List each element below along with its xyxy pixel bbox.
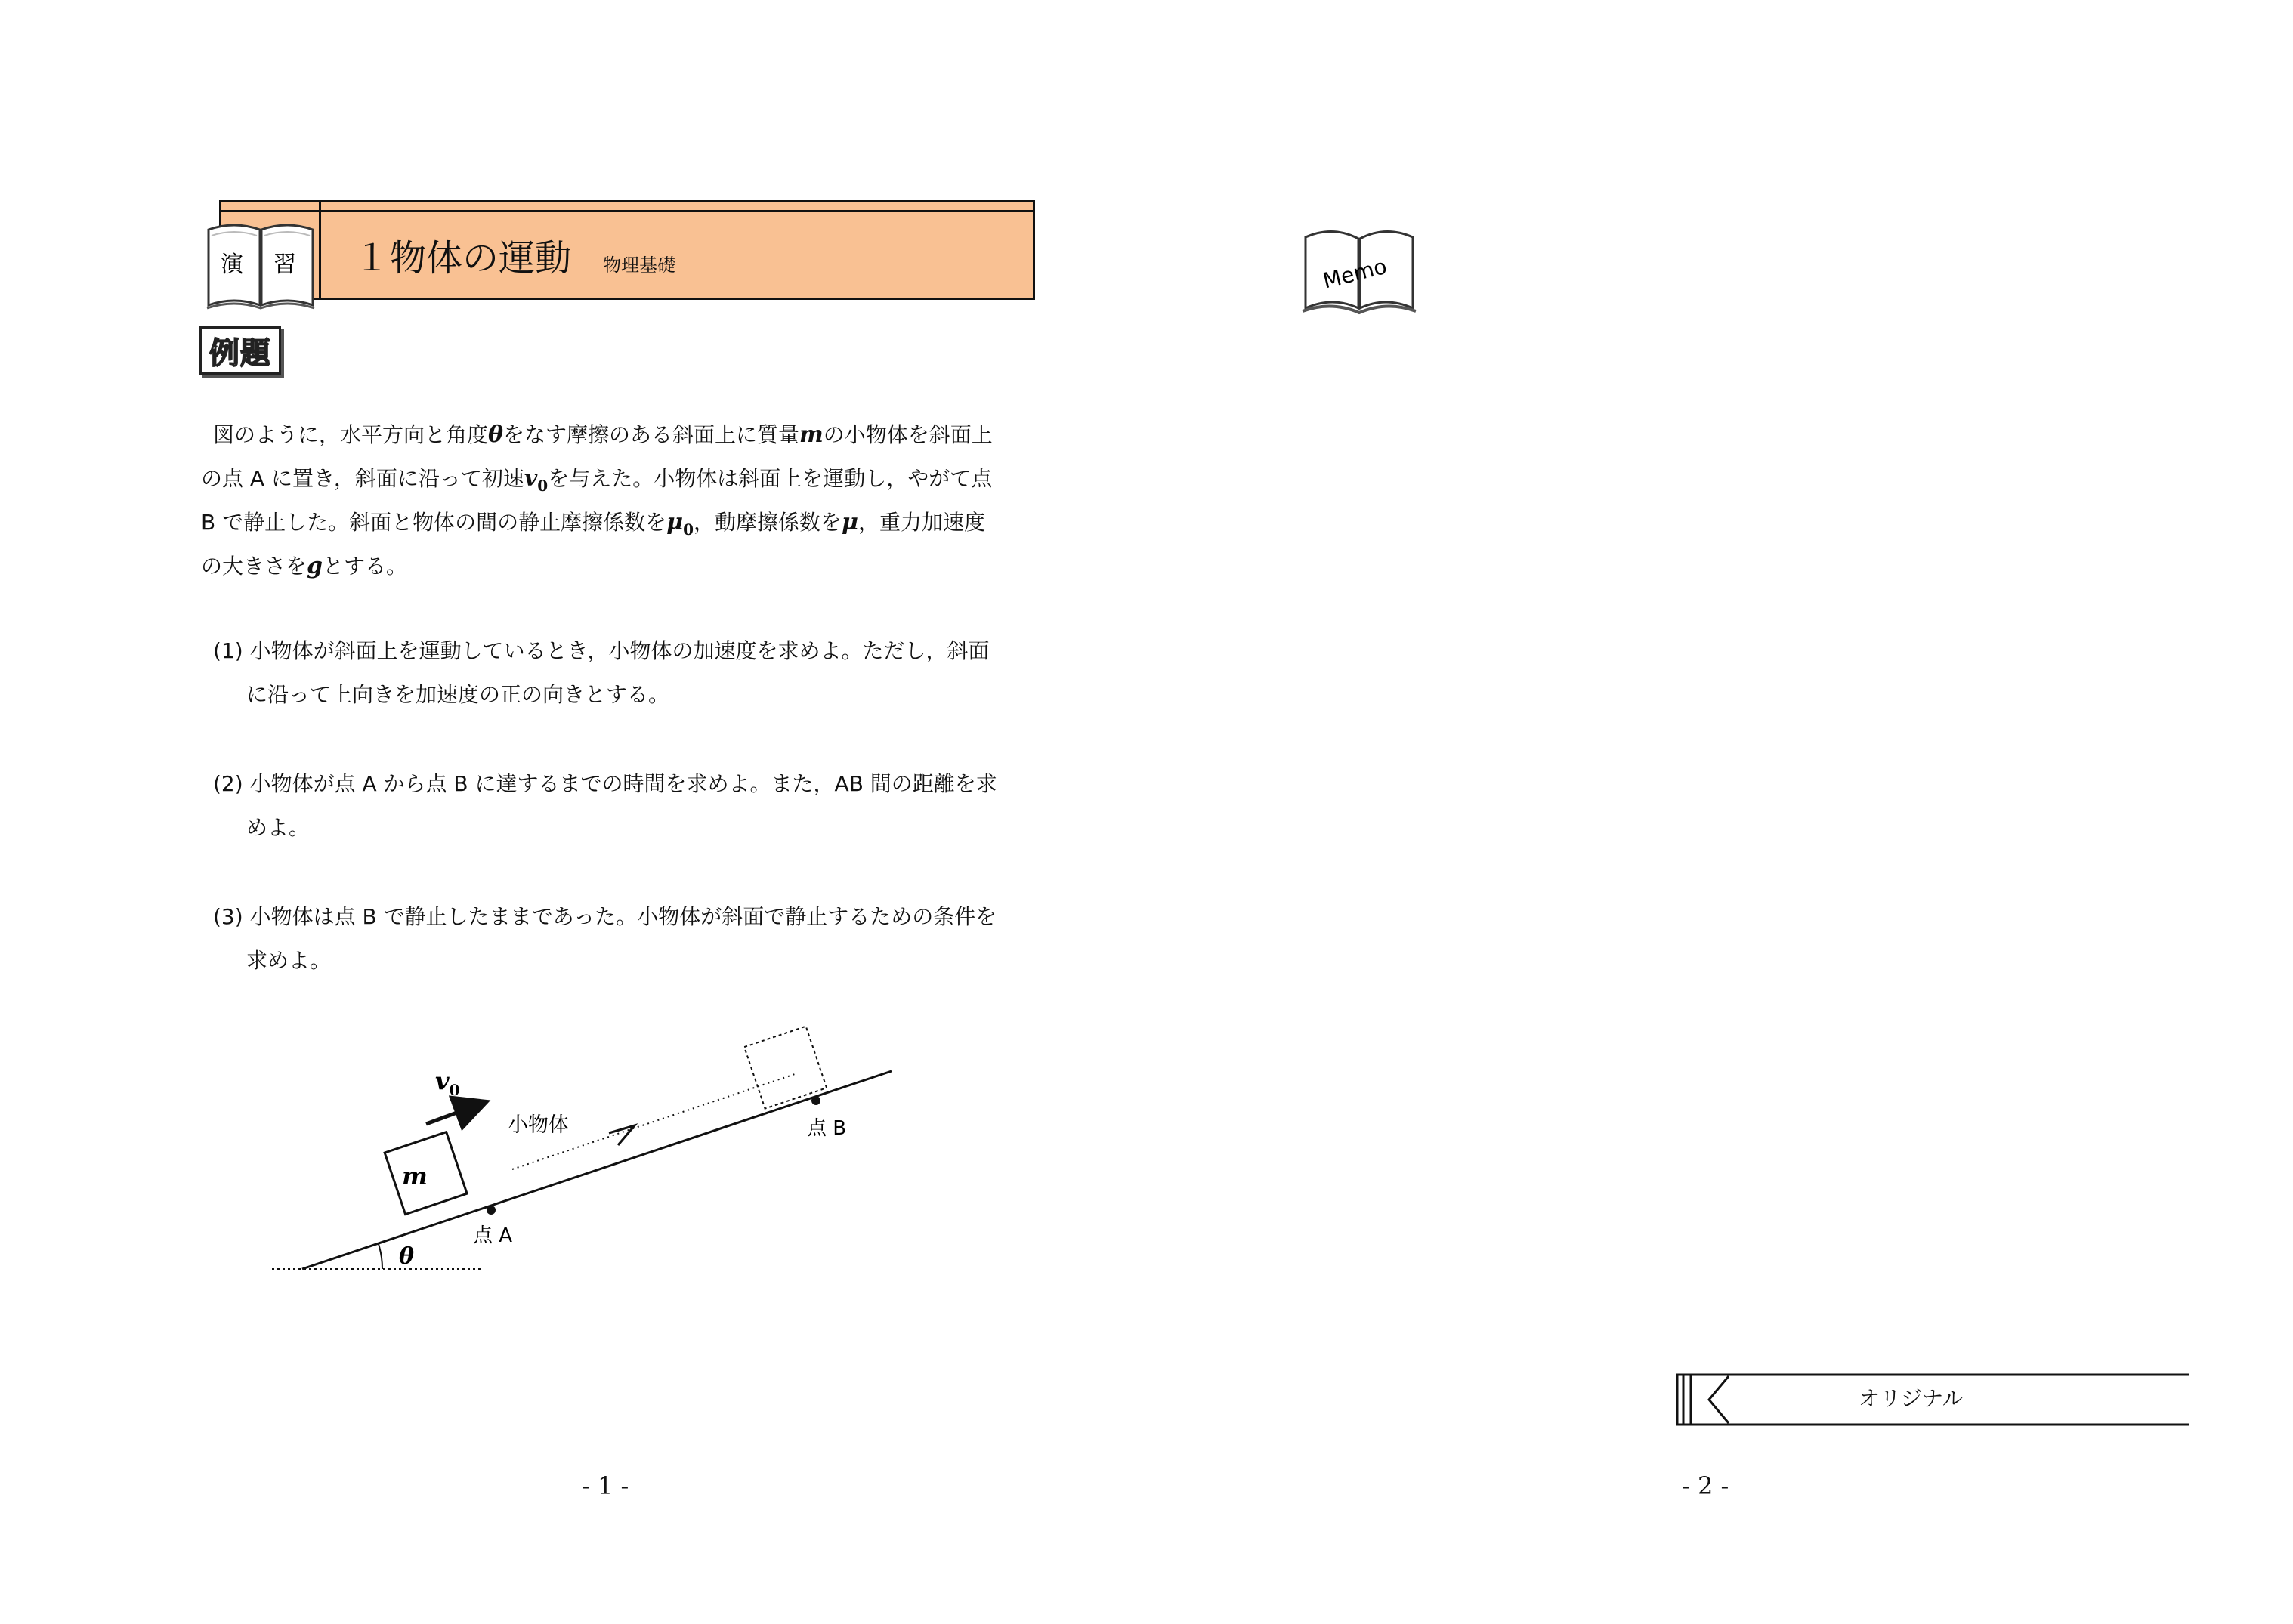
question-1-continued: に沿って上向きを加速度の正の向きとする。 bbox=[246, 682, 670, 707]
symbol-mu0: $\mu_0$ bbox=[666, 509, 694, 539]
question-2 bbox=[213, 769, 997, 799]
question-text: 小物体が点 A から点 B に達するまでの時間を求めよ。また，AB 間の距離を求 bbox=[249, 771, 997, 796]
memo-book-icon bbox=[1299, 219, 1420, 317]
symbol-m: m bbox=[799, 421, 824, 448]
symbol-mu: μ bbox=[842, 509, 858, 536]
problem-text: ，動摩擦係数を bbox=[694, 510, 842, 535]
problem-line-3 bbox=[201, 508, 985, 545]
example-label: 例題 bbox=[199, 326, 281, 375]
problem-text: の点 A に置き，斜面に沿って初速 bbox=[201, 466, 524, 491]
memo-label: Memo bbox=[1320, 253, 1389, 294]
question-3 bbox=[213, 902, 997, 932]
section-header-band bbox=[219, 200, 1035, 300]
angle-arc bbox=[379, 1244, 382, 1269]
point-b-dot bbox=[811, 1096, 820, 1105]
problem-text: の大きさを bbox=[201, 554, 307, 579]
page-number-right: - 2 - bbox=[1682, 1471, 1729, 1500]
object-label: 小物体 bbox=[508, 1113, 569, 1137]
question-text: 小物体は点 B で静止したままであった。小物体が斜面で静止するための条件を bbox=[249, 904, 997, 929]
question-number: (1) bbox=[213, 638, 243, 663]
velocity-label: $v_0$ bbox=[435, 1067, 460, 1099]
problem-line-1 bbox=[213, 420, 993, 450]
question-number: (2) bbox=[213, 771, 243, 796]
section-title: １物体の運動 bbox=[354, 237, 572, 279]
problem-line-2 bbox=[201, 464, 992, 501]
problem-text: 図のように，水平方向と角度 bbox=[213, 422, 489, 447]
book-char-right: 習 bbox=[273, 252, 296, 278]
header-divider bbox=[319, 200, 321, 300]
problem-text: とする。 bbox=[323, 554, 408, 579]
question-3-continued: 求めよ。 bbox=[246, 948, 332, 973]
section-subject: 物理基礎 bbox=[603, 255, 675, 276]
problem-line-4 bbox=[201, 551, 407, 582]
point-a-dot bbox=[487, 1206, 496, 1215]
velocity-arrow bbox=[426, 1103, 484, 1124]
symbol-g: g bbox=[307, 553, 323, 579]
mass-label: m bbox=[402, 1162, 428, 1190]
angle-label: θ bbox=[399, 1243, 415, 1270]
open-book-icon bbox=[204, 213, 317, 311]
question-2-continued: めよ。 bbox=[246, 815, 311, 840]
point-a-label: 点 A bbox=[473, 1224, 513, 1247]
problem-text: の小物体を斜面上 bbox=[823, 422, 993, 447]
symbol-theta: θ bbox=[488, 421, 504, 448]
question-1 bbox=[213, 636, 989, 666]
point-b-label: 点 B bbox=[807, 1117, 847, 1140]
book-char-left: 演 bbox=[221, 252, 243, 278]
question-text: 小物体が斜面上を運動しているとき，小物体の加速度を求めよ。ただし，斜面 bbox=[249, 638, 990, 663]
problem-text: をなす摩擦のある斜面上に質量 bbox=[503, 422, 800, 447]
question-number: (3) bbox=[213, 904, 243, 929]
incline-diagram bbox=[257, 1012, 907, 1292]
symbol-v0: $v_0$ bbox=[524, 465, 549, 495]
chevron-left-icon bbox=[1709, 1376, 1729, 1423]
page-number-left: - 1 - bbox=[582, 1471, 629, 1500]
problem-text: ，重力加速度 bbox=[858, 510, 986, 535]
problem-text: B で静止した。斜面と物体の間の静止摩擦係数を bbox=[201, 510, 667, 535]
problem-text: を与えた。小物体は斜面上を運動し，やがて点 bbox=[548, 466, 993, 491]
original-label: オリジナル bbox=[1859, 1386, 1964, 1411]
